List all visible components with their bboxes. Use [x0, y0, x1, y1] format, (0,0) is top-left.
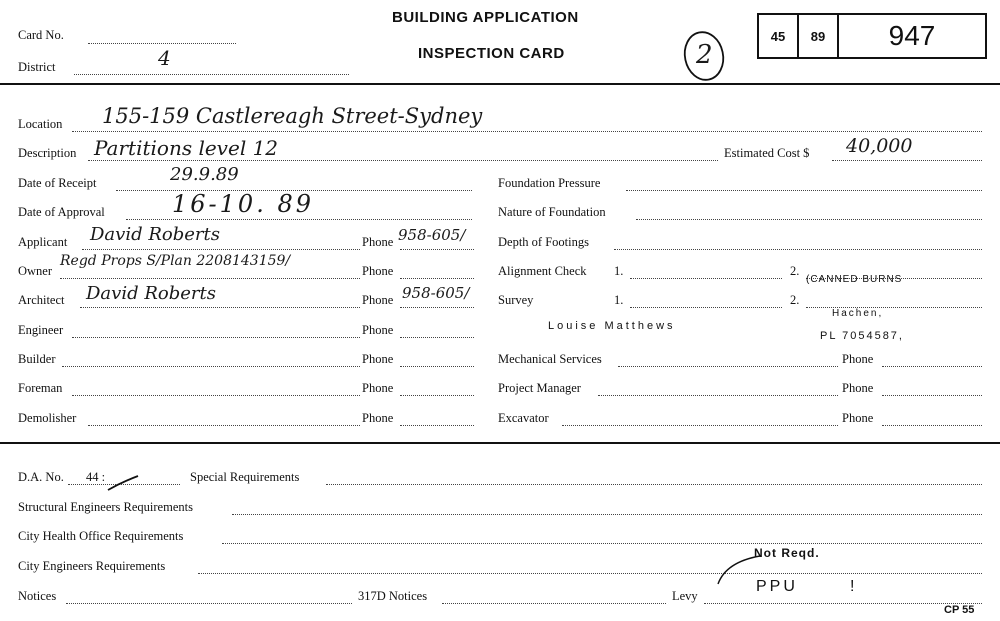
- district-field[interactable]: [74, 74, 349, 75]
- mechanical-field[interactable]: [618, 366, 838, 367]
- alignment-1-field[interactable]: [630, 278, 782, 279]
- description-label: Description: [18, 146, 77, 160]
- mechanical-label: Mechanical Services: [498, 352, 602, 366]
- location-field[interactable]: [72, 131, 982, 132]
- date-receipt-label: Date of Receipt: [18, 176, 97, 190]
- demolisher-field[interactable]: [88, 425, 360, 426]
- engineer-label: Engineer: [18, 323, 64, 337]
- survey-label: Survey: [498, 293, 534, 307]
- foreman-label: Foreman: [18, 381, 63, 395]
- district-label: District: [18, 60, 56, 74]
- form-title-line1: BUILDING APPLICATION: [392, 9, 579, 26]
- location-label: Location: [18, 117, 63, 131]
- health-req-field[interactable]: [222, 543, 982, 544]
- owner-phone-label: Phone: [362, 264, 394, 278]
- card-no-label: Card No.: [18, 28, 64, 42]
- applicant-label: Applicant: [18, 235, 68, 249]
- project-manager-phone-label: Phone: [842, 381, 874, 395]
- demolisher-phone-label: Phone: [362, 411, 394, 425]
- levy-field[interactable]: [704, 603, 982, 604]
- structural-req-field[interactable]: [232, 514, 982, 515]
- form-code: CP 55: [944, 604, 975, 616]
- special-req-field[interactable]: [326, 484, 982, 485]
- applicant-value: David Roberts: [90, 224, 220, 245]
- applicant-field[interactable]: [82, 249, 360, 250]
- location-value: 155-159 Castlereagh Street-Sydney: [102, 104, 483, 128]
- architect-value: David Roberts: [86, 283, 216, 304]
- special-req-label: Special Requirements: [190, 470, 300, 484]
- excavator-phone-field[interactable]: [882, 425, 982, 426]
- notices-317-field[interactable]: [442, 603, 666, 604]
- card-no-field[interactable]: [88, 43, 236, 44]
- city-eng-req-label: City Engineers Requirements: [18, 559, 166, 573]
- owner-label: Owner: [18, 264, 53, 278]
- structural-req-label: Structural Engineers Requirements: [18, 500, 193, 514]
- architect-label: Architect: [18, 293, 65, 307]
- health-req-label: City Health Office Requirements: [18, 529, 184, 543]
- district-value: 4: [158, 46, 171, 70]
- engineer-field[interactable]: [72, 337, 360, 338]
- architect-field[interactable]: [80, 307, 360, 308]
- nature-foundation-label: Nature of Foundation: [498, 205, 606, 219]
- project-manager-phone-field[interactable]: [882, 395, 982, 396]
- depth-footings-field[interactable]: [614, 249, 982, 250]
- levy-mark: !: [850, 578, 855, 595]
- survey-2-label: 2.: [790, 293, 800, 307]
- date-approval-label: Date of Approval: [18, 205, 105, 219]
- architect-phone-label: Phone: [362, 293, 394, 307]
- architect-phone-value: 958-605/: [402, 284, 470, 302]
- survey-1-field[interactable]: [630, 307, 782, 308]
- section-divider: [0, 442, 1000, 444]
- demolisher-phone-field[interactable]: [400, 425, 474, 426]
- mechanical-phone-label: Phone: [842, 352, 874, 366]
- engineer-phone-label: Phone: [362, 323, 394, 337]
- form-title-line2: INSPECTION CARD: [418, 45, 565, 62]
- description-field[interactable]: [88, 160, 718, 161]
- survey-note-name: Louise Matthews: [548, 320, 676, 332]
- foundation-pressure-field[interactable]: [626, 190, 982, 191]
- builder-label: Builder: [18, 352, 56, 366]
- ref-cell-2: 89: [799, 15, 839, 57]
- ref-cell-1: 45: [759, 15, 799, 57]
- project-manager-field[interactable]: [598, 395, 838, 396]
- applicant-phone-value: 958-605/: [398, 226, 466, 244]
- city-eng-note: Not Reqd.: [754, 546, 820, 560]
- owner-field[interactable]: [60, 278, 360, 279]
- description-value: Partitions level 12: [94, 136, 279, 160]
- reference-box: [757, 13, 987, 59]
- city-eng-req-field[interactable]: [198, 573, 982, 574]
- circled-number: 2: [696, 40, 713, 70]
- notices-field[interactable]: [66, 603, 352, 604]
- levy-label: Levy: [672, 589, 698, 603]
- demolisher-label: Demolisher: [18, 411, 77, 425]
- foreman-phone-label: Phone: [362, 381, 394, 395]
- excavator-label: Excavator: [498, 411, 549, 425]
- engineer-phone-field[interactable]: [400, 337, 474, 338]
- levy-value: PPU: [756, 578, 798, 595]
- builder-phone-label: Phone: [362, 352, 394, 366]
- da-value: 44 :: [86, 470, 106, 484]
- alignment-check-label: Alignment Check: [498, 264, 587, 278]
- architect-phone-field[interactable]: [400, 307, 474, 308]
- depth-footings-label: Depth of Footings: [498, 235, 589, 249]
- notices-317-label: 317D Notices: [358, 589, 428, 603]
- header-divider: [0, 83, 1000, 85]
- mechanical-phone-field[interactable]: [882, 366, 982, 367]
- builder-field[interactable]: [62, 366, 360, 367]
- foundation-pressure-label: Foundation Pressure: [498, 176, 601, 190]
- nature-foundation-field[interactable]: [636, 219, 982, 220]
- survey-1-label: 1.: [614, 293, 624, 307]
- survey-note-company: (CANNED BURNS: [806, 274, 903, 285]
- foreman-field[interactable]: [72, 395, 360, 396]
- da-checkmark: [106, 474, 140, 492]
- estimated-cost-field[interactable]: [832, 160, 982, 161]
- notices-label: Notices: [18, 589, 57, 603]
- project-manager-label: Project Manager: [498, 381, 581, 395]
- builder-phone-field[interactable]: [400, 366, 474, 367]
- alignment-2-label: 2.: [790, 264, 800, 278]
- ref-cell-3: 947: [888, 20, 936, 51]
- applicant-phone-field[interactable]: [400, 249, 474, 250]
- applicant-phone-label: Phone: [362, 235, 394, 249]
- foreman-phone-field[interactable]: [400, 395, 474, 396]
- date-approval-field[interactable]: [126, 219, 472, 220]
- survey-note-place: Hachen,: [832, 308, 884, 319]
- excavator-field[interactable]: [562, 425, 838, 426]
- owner-value: Regd Props S/Plan 2208143159/: [60, 253, 291, 269]
- alignment-1-label: 1.: [614, 264, 624, 278]
- survey-note-phone: PL 7054587,: [820, 330, 904, 342]
- estimated-cost-label: Estimated Cost $: [724, 146, 810, 160]
- date-approval-value: 16-10. 89: [172, 190, 314, 218]
- estimated-cost-value: 40,000: [846, 135, 913, 157]
- excavator-phone-label: Phone: [842, 411, 874, 425]
- da-label: D.A. No.: [18, 470, 64, 484]
- owner-phone-field[interactable]: [400, 278, 474, 279]
- date-receipt-value: 29.9.89: [170, 164, 239, 185]
